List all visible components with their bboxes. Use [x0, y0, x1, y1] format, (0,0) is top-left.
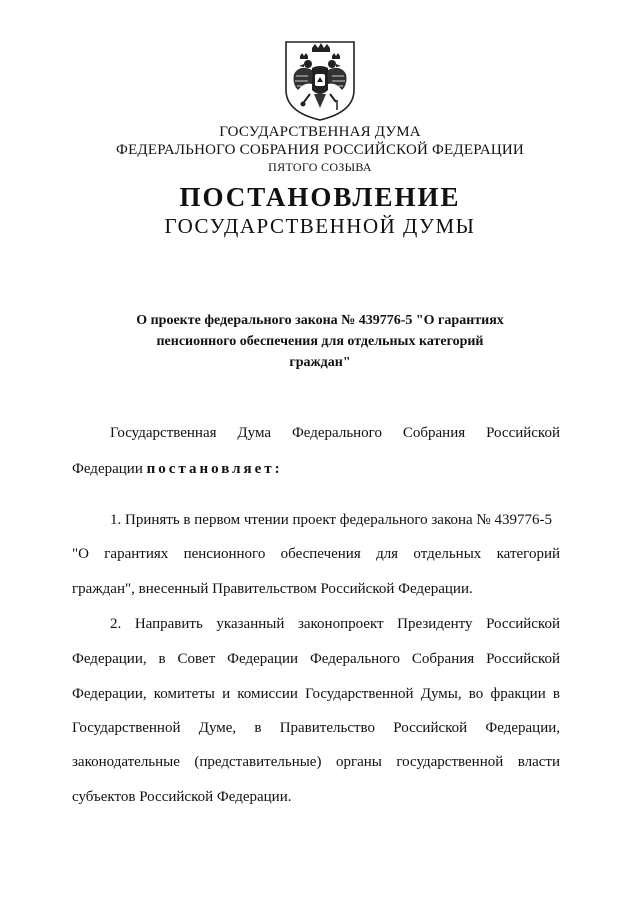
item1-line-1: 1. Принять в первом чтении проект федерального закона № 439776-5: [110, 512, 552, 528]
subject-line-3: граждан": [289, 355, 351, 370]
item1-line-3: граждан", внесенный Правительством Российской Федерации.: [72, 581, 473, 597]
document-type-title: ПОСТАНОВЛЕНИЕ: [179, 182, 461, 212]
item2-line-3: Федерации, комитеты и комиссии Государственной Думы, во фракции в: [72, 686, 560, 702]
item2-line-1: 2. Направить указанный законопроект Президенту Российской: [110, 616, 560, 632]
preamble-resolves: постановляет:: [146, 461, 283, 477]
subject-line-2: пенсионного обеспечения для отдельных категорий: [156, 334, 484, 349]
header-line-2: ФЕДЕРАЛЬНОГО СОБРАНИЯ РОССИЙСКОЙ ФЕДЕРАЦИИ: [116, 142, 524, 158]
preamble-line-2: [72, 461, 560, 478]
item2-line-5: законодательные (представительные) органы государственной власти: [72, 754, 560, 770]
coat-of-arms-icon: [282, 38, 358, 122]
item1-line-2: "О гарантиях пенсионного обеспечения для отдельных категорий: [72, 546, 560, 562]
preamble-line-1: Государственная Дума Федерального Собрания Российской: [110, 425, 560, 441]
header-line-3: ПЯТОГО СОЗЫВА: [268, 160, 372, 174]
item2-line-4: Государственной Думе, в Правительство Российской Федерации,: [72, 720, 560, 736]
preamble-prefix: Федерации: [72, 461, 147, 477]
subject-line-1: О проекте федерального закона № 439776-5 "О гарантиях: [136, 313, 504, 328]
document-type-subtitle: ГОСУДАРСТВЕННОЙ ДУМЫ: [164, 214, 476, 238]
item2-line-6: субъектов Российской Федерации.: [72, 789, 292, 805]
item2-line-2: Федерации, в Совет Федерации Федерального Собрания Российской: [72, 651, 560, 667]
document-subject: [100, 310, 540, 373]
header-line-1: ГОСУДАРСТВЕННАЯ ДУМА: [219, 124, 421, 140]
